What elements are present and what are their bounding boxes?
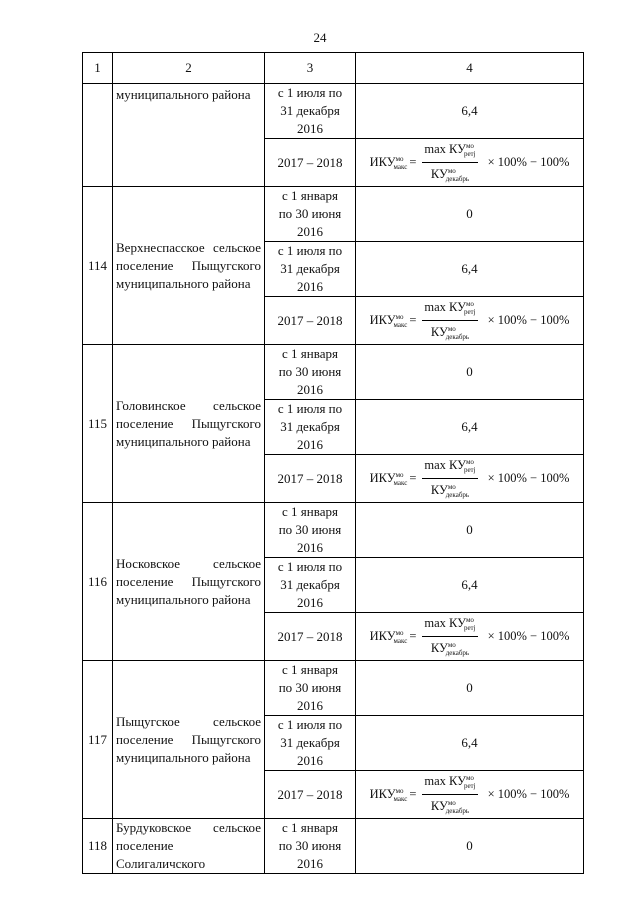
formula-fraction [422, 139, 477, 186]
index-formula [359, 771, 580, 818]
period-cell [265, 558, 356, 613]
period-line: с 1 января [282, 346, 338, 361]
value-text: 0 [466, 680, 473, 695]
index-formula [359, 139, 580, 186]
period-cell [265, 771, 356, 819]
formula-tail: × 100% − 100% [487, 313, 570, 327]
settlement-name-cell [113, 187, 265, 345]
value-cell [356, 455, 584, 503]
tariff-table [82, 52, 584, 874]
settlement-name-line: муниципального района [116, 591, 251, 607]
period-cell [265, 242, 356, 297]
period-line: 2016 [297, 698, 323, 713]
formula-lhs: $ИКУ^{мо}_{макс}$ [369, 312, 408, 329]
value-cell [356, 139, 584, 187]
formula-fraction [422, 297, 477, 344]
period-line: 31 декабря [280, 735, 340, 750]
table-body [83, 53, 584, 874]
period-line: с 1 июля по [277, 559, 343, 574]
value-text: 6,4 [461, 103, 478, 118]
formula-denominator: $КУ^{мо}_{декабрь}$ [430, 325, 470, 341]
formula-lhs: $ИКУ^{мо}_{макс}$ [369, 470, 408, 487]
period-line: по 30 июня [278, 680, 342, 695]
index-formula [359, 297, 580, 344]
formula-fraction [422, 455, 477, 502]
value-cell [356, 716, 584, 771]
entry-number-cell [83, 84, 113, 187]
period-line: 2016 [297, 121, 323, 136]
settlement-name-line: Бурдуковское сельское [116, 820, 261, 835]
table-row [83, 345, 584, 400]
period-line: по 30 июня [278, 838, 342, 853]
period-cell [265, 503, 356, 558]
period-line: 31 декабря [280, 103, 340, 118]
value-cell [356, 613, 584, 661]
value-cell [356, 661, 584, 716]
period-line: с 1 июля по [277, 401, 343, 416]
period-line: 2017 – 2018 [277, 786, 343, 802]
period-line: 2016 [297, 856, 323, 871]
period-line: 2016 [297, 224, 323, 239]
settlement-name-cell [113, 345, 265, 503]
formula-equals: = [409, 787, 417, 801]
formula-numerator: $\max КУ^{мо}_{ретj}$ [422, 455, 477, 479]
value-cell [356, 297, 584, 345]
formula-numerator: $\max КУ^{мо}_{ретj}$ [422, 771, 477, 795]
settlement-name-line: муниципального района [116, 749, 251, 765]
value-cell [356, 345, 584, 400]
formula-lhs: $ИКУ^{мо}_{макс}$ [369, 628, 408, 645]
header-col-2: 2 [113, 53, 265, 84]
period-line: с 1 июля по [277, 85, 343, 100]
value-text: 0 [466, 364, 473, 379]
value-text: 0 [466, 522, 473, 537]
table-row [83, 84, 584, 139]
value-cell [356, 771, 584, 819]
settlement-name-line: Пыщугское сельское [116, 713, 261, 729]
period-line: 2016 [297, 437, 323, 452]
value-cell [356, 400, 584, 455]
value-text: 6,4 [461, 577, 478, 592]
formula-tail: × 100% − 100% [487, 155, 570, 169]
settlement-name-line: поселение Пыщугского [116, 257, 261, 273]
value-text: 0 [466, 206, 473, 221]
settlement-name-line: поселение Пыщугского [116, 573, 261, 589]
header-col-3: 3 [265, 53, 356, 84]
header-row [83, 53, 584, 84]
formula-fraction [422, 771, 477, 818]
period-line: по 30 июня [278, 522, 342, 537]
period-line: с 1 января [282, 188, 338, 203]
formula-denominator: $КУ^{мо}_{декабрь}$ [430, 483, 470, 499]
period-cell [265, 819, 356, 874]
formula-denominator: $КУ^{мо}_{декабрь}$ [430, 167, 470, 183]
value-cell [356, 187, 584, 242]
period-line: 2017 – 2018 [277, 154, 343, 170]
formula-tail: × 100% − 100% [487, 471, 570, 485]
period-line: 2017 – 2018 [277, 470, 343, 486]
table-row [83, 819, 584, 874]
formula-numerator: $\max КУ^{мо}_{ретj}$ [422, 139, 477, 163]
formula-equals: = [409, 471, 417, 485]
period-cell [265, 139, 356, 187]
period-line: по 30 июня [278, 206, 342, 221]
formula-equals: = [409, 629, 417, 643]
formula-numerator: $\max КУ^{мо}_{ретj}$ [422, 297, 477, 321]
formula-equals: = [409, 313, 417, 327]
formula-lhs: $ИКУ^{мо}_{макс}$ [369, 786, 408, 803]
formula-tail: × 100% − 100% [487, 787, 570, 801]
value-text: 6,4 [461, 735, 478, 750]
period-line: 31 декабря [280, 577, 340, 592]
table-row [83, 661, 584, 716]
period-cell [265, 187, 356, 242]
settlement-name-line: Головинское сельское [116, 397, 261, 413]
period-line: с 1 января [282, 504, 338, 519]
formula-numerator: $\max КУ^{мо}_{ретj}$ [422, 613, 477, 637]
period-cell [265, 455, 356, 503]
formula-denominator: $КУ^{мо}_{декабрь}$ [430, 641, 470, 657]
period-line: 2016 [297, 595, 323, 610]
value-cell [356, 819, 584, 874]
page-number: 24 [313, 30, 327, 45]
table-row [83, 503, 584, 558]
value-cell [356, 84, 584, 139]
settlement-name-line: муниципального района [116, 275, 251, 291]
value-text: 6,4 [461, 419, 478, 434]
entry-number-cell: 115 [83, 345, 113, 503]
index-formula [359, 455, 580, 502]
period-line: 2016 [297, 382, 323, 397]
period-cell [265, 345, 356, 400]
entry-number-cell: 118 [83, 819, 113, 874]
period-line: с 1 июля по [277, 717, 343, 732]
period-line: с 1 января [282, 820, 338, 835]
period-cell [265, 297, 356, 345]
entry-number-cell: 114 [83, 187, 113, 345]
period-cell [265, 661, 356, 716]
settlement-name-line: Носковское сельское [116, 555, 261, 571]
settlement-name-line: поселение [116, 838, 174, 853]
period-line: с 1 июля по [277, 243, 343, 258]
formula-lhs: $ИКУ^{мо}_{макс}$ [369, 154, 408, 171]
period-line: 31 декабря [280, 419, 340, 434]
settlement-name-cell [113, 503, 265, 661]
period-line: по 30 июня [278, 364, 342, 379]
period-cell [265, 613, 356, 661]
period-line: 2016 [297, 753, 323, 768]
entry-number-cell: 116 [83, 503, 113, 661]
settlement-name-cell [113, 661, 265, 819]
settlement-name-line: поселение Пыщугского [116, 415, 261, 431]
value-cell [356, 503, 584, 558]
header-col-4: 4 [356, 53, 584, 84]
value-text: 6,4 [461, 261, 478, 276]
settlement-name-cell [113, 819, 265, 874]
settlement-name-line: муниципального района [116, 433, 251, 449]
period-cell [265, 400, 356, 455]
entry-number-cell: 117 [83, 661, 113, 819]
period-line: 2017 – 2018 [277, 628, 343, 644]
formula-fraction [422, 613, 477, 660]
period-line: 2016 [297, 540, 323, 555]
formula-equals: = [409, 155, 417, 169]
table-row [83, 187, 584, 242]
header-col-1: 1 [83, 53, 113, 84]
settlement-name-line: поселение Пыщугского [116, 731, 261, 747]
settlement-name-cell [113, 84, 265, 187]
settlement-name-line: муниципального района [116, 87, 251, 102]
period-line: с 1 января [282, 662, 338, 677]
period-line: 2016 [297, 279, 323, 294]
period-line: 31 декабря [280, 261, 340, 276]
value-cell [356, 558, 584, 613]
index-formula [359, 613, 580, 660]
value-text: 0 [466, 838, 473, 853]
period-cell [265, 716, 356, 771]
formula-tail: × 100% − 100% [487, 629, 570, 643]
period-line: 2017 – 2018 [277, 312, 343, 328]
value-cell [356, 242, 584, 297]
formula-denominator: $КУ^{мо}_{декабрь}$ [430, 799, 470, 815]
settlement-name-line: Верхнеспасское сельское [116, 239, 261, 255]
settlement-name-line: Солигаличского [116, 856, 206, 871]
period-cell [265, 84, 356, 139]
